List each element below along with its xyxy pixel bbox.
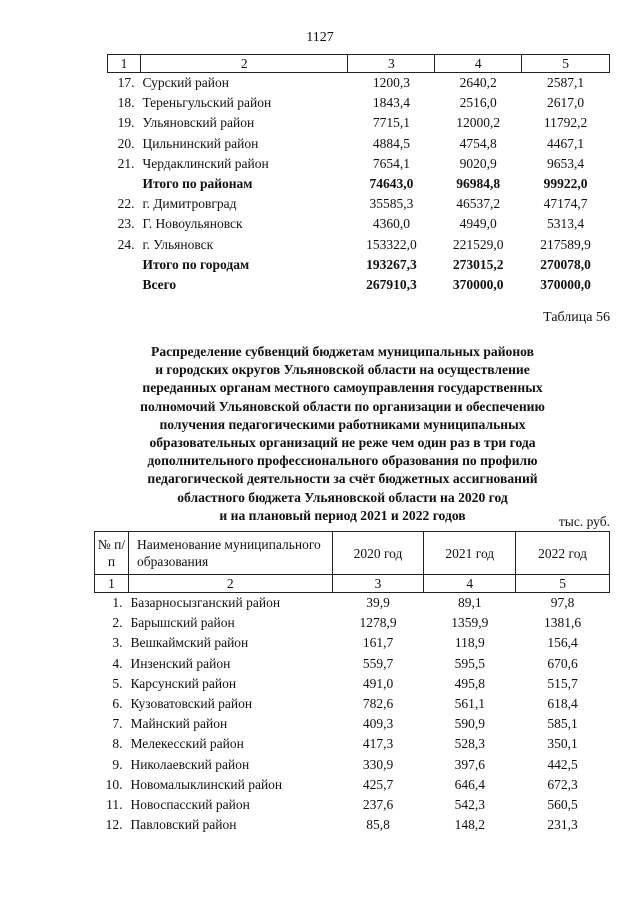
row-name: Цильнинский район: [142, 135, 259, 151]
page-number: 1127: [306, 30, 334, 45]
col-number: 3: [348, 55, 435, 73]
value-2020: 237,6: [362, 796, 394, 812]
table-row: [95, 734, 610, 754]
row-name: Сурский район: [142, 75, 229, 91]
value-2021: 1359,9: [451, 615, 489, 631]
value-2021: 2516,0: [459, 95, 497, 111]
value-2022: 560,5: [547, 796, 578, 812]
col-number: 2: [128, 575, 332, 593]
value-2020: 491,0: [362, 675, 394, 691]
table-row: [108, 73, 610, 94]
value-2022: 5313,4: [547, 216, 585, 232]
value-2022: 11792,2: [543, 115, 588, 131]
table-row: [108, 194, 610, 214]
value-2022: 4467,1: [547, 135, 585, 151]
value-2020: 1278,9: [359, 615, 397, 631]
row-number: 18.: [117, 95, 135, 111]
value-2022: 231,3: [547, 817, 578, 833]
title-line: областного бюджета Ульяновской области на 2020 год: [177, 489, 508, 505]
total-row: [108, 174, 610, 194]
table-row: [108, 93, 610, 113]
value-2020: 425,7: [362, 776, 394, 792]
row-name: Барышский район: [130, 615, 235, 631]
row-number: 11.: [106, 796, 123, 812]
row-number: 12.: [105, 817, 123, 833]
row-number: 4.: [112, 655, 123, 671]
row-name: Итого по районам: [142, 176, 253, 192]
unit-label: тыс. руб.: [558, 514, 610, 529]
header-row: [95, 532, 610, 575]
col-number: 2: [140, 55, 348, 73]
col-number: 5: [522, 55, 610, 73]
row-number: 19.: [117, 115, 135, 131]
value-2020: 35585,3: [369, 196, 414, 212]
row-name: Николаевский район: [130, 756, 250, 772]
title-line: педагогической деятельности за счёт бюджетных ассигнований: [147, 471, 538, 487]
subvention-table: [94, 531, 610, 835]
value-2022: 370000,0: [540, 276, 591, 292]
value-2022: 350,1: [547, 736, 578, 752]
col-number: 3: [332, 575, 424, 593]
row-name: Мелекесский район: [130, 736, 244, 752]
value-2021: 89,1: [457, 595, 482, 611]
value-2021: 12000,2: [456, 115, 501, 131]
row-number: 2.: [112, 615, 123, 631]
row-number: 9.: [112, 756, 123, 772]
value-2020: 153322,0: [366, 236, 417, 252]
row-name: Итого по городам: [142, 256, 250, 272]
value-2020: 330,9: [362, 756, 394, 772]
header-name: Наименование муниципального образования: [128, 532, 332, 575]
row-number: 20.: [117, 135, 135, 151]
header-num: № п/п: [95, 532, 129, 575]
value-2021: 495,8: [454, 675, 485, 691]
title-line: получения педагогическими работниками муниципальных: [159, 416, 526, 432]
value-2020: 267910,3: [366, 276, 417, 292]
row-name: Майнский район: [130, 716, 228, 732]
header-2021: 2021 год: [424, 532, 516, 575]
table-title: [60, 343, 625, 525]
value-2021: 2640,2: [459, 75, 497, 91]
value-2020: 1843,4: [372, 95, 410, 111]
table-row: [108, 154, 610, 174]
table-row: [108, 214, 610, 234]
title-line: дополнительного профессионального образования по профилю: [147, 453, 538, 469]
value-2020: 39,9: [366, 595, 390, 611]
table-row: [95, 633, 610, 653]
value-2021: 595,5: [454, 655, 485, 671]
value-2022: 2587,1: [547, 75, 585, 91]
row-name: Базарносызганский район: [130, 595, 281, 611]
row-number: 10.: [105, 776, 123, 792]
row-number: 17.: [117, 75, 135, 91]
row-number: [108, 174, 141, 194]
row-name: Вешкаймский район: [130, 635, 249, 651]
value-2022: 585,1: [547, 716, 578, 732]
row-number: [108, 255, 141, 275]
value-2022: 618,4: [547, 696, 578, 712]
table-row: [95, 674, 610, 694]
value-2021: 561,1: [454, 696, 485, 712]
table-row: [95, 593, 610, 614]
value-2022: 270078,0: [540, 256, 591, 272]
row-name: Тереньгульский район: [142, 95, 272, 111]
row-name: Г. Новоульяновск: [142, 216, 243, 232]
row-number: 23.: [117, 216, 135, 232]
row-number: 8.: [112, 736, 123, 752]
value-2022: 672,3: [547, 776, 578, 792]
continued-table: [107, 54, 610, 295]
value-2021: 397,6: [454, 756, 485, 772]
col-number: 1: [95, 575, 129, 593]
table-label: Таблица 56: [543, 310, 610, 325]
value-2021: 273015,2: [452, 256, 504, 272]
row-number: 5.: [112, 675, 123, 691]
value-2020: 417,3: [362, 736, 394, 752]
value-2022: 1381,6: [544, 615, 582, 631]
row-name: Инзенский район: [130, 655, 231, 671]
col-number: 1: [108, 55, 141, 73]
row-number: 22.: [117, 196, 135, 212]
value-2021: 370000,0: [452, 276, 504, 292]
table-row: [95, 775, 610, 795]
title-line: и на плановый период 2021 и 2022 годов: [219, 507, 466, 523]
table-row: [108, 134, 610, 154]
value-2022: 2617,0: [547, 95, 585, 111]
row-number: 3.: [112, 635, 123, 651]
value-2021: 9020,9: [459, 155, 497, 171]
value-2020: 4884,5: [372, 135, 410, 151]
title-line: переданных органам местного самоуправления государственных: [142, 380, 543, 396]
title-line: Распределение субвенций бюджетам муниципальных районов: [151, 344, 534, 359]
row-number: 7.: [112, 716, 123, 732]
row-name: г. Димитровград: [142, 196, 237, 212]
row-name: Павловский район: [130, 817, 237, 833]
value-2022: 442,5: [547, 756, 578, 772]
value-2020: 85,8: [366, 817, 390, 833]
value-2022: 47174,7: [543, 196, 588, 212]
header-2022: 2022 год: [516, 532, 610, 575]
value-2021: 646,4: [454, 776, 485, 792]
value-2020: 782,6: [362, 696, 394, 712]
value-2021: 96984,8: [456, 176, 501, 192]
table-row: [95, 755, 610, 775]
row-name: Кузоватовский район: [130, 696, 253, 712]
row-name: Чердаклинский район: [142, 155, 269, 171]
value-2020: 4360,0: [372, 216, 410, 232]
table-row: [95, 613, 610, 633]
row-name: г. Ульяновск: [142, 236, 214, 252]
value-2021: 4754,8: [459, 135, 497, 151]
row-name: Всего: [142, 276, 177, 292]
row-name: Ульяновский район: [142, 115, 255, 131]
value-2022: 670,6: [547, 655, 578, 671]
value-2021: 542,3: [454, 796, 485, 812]
row-number: [108, 275, 141, 295]
value-2021: 46537,2: [456, 196, 501, 212]
row-number: 21.: [117, 155, 135, 171]
table-row: [95, 714, 610, 734]
value-2020: 193267,3: [366, 256, 417, 272]
table-row: [95, 815, 610, 835]
table-row: [108, 113, 610, 133]
row-number: 24.: [117, 236, 135, 252]
value-2022: 99922,0: [543, 176, 588, 192]
total-row: [108, 275, 610, 295]
value-2021: 590,9: [454, 716, 485, 732]
row-name: Новомалыклинский район: [130, 776, 283, 792]
col-number: 4: [424, 575, 516, 593]
row-number: 6.: [112, 696, 123, 712]
value-2020: 409,3: [362, 716, 394, 732]
value-2020: 559,7: [362, 655, 394, 671]
value-2021: 118,9: [454, 635, 485, 651]
table-row: [95, 654, 610, 674]
title-line: и городских округов Ульяновской области на осуществление: [155, 362, 530, 378]
value-2021: 4949,0: [459, 216, 497, 232]
value-2020: 7654,1: [372, 155, 410, 171]
col-number: 5: [516, 575, 610, 593]
value-2021: 148,2: [454, 817, 485, 833]
table-row: [95, 694, 610, 714]
value-2020: 7715,1: [372, 115, 410, 131]
col-number: 4: [435, 55, 522, 73]
row-name: Карсунский район: [130, 675, 237, 691]
title-line: образовательных организаций не реже чем один раз в три года: [149, 435, 536, 451]
value-2021: 528,3: [454, 736, 485, 752]
title-line: полномочий Ульяновской области по организации и обеспечению: [140, 398, 545, 414]
value-2020: 74643,0: [369, 176, 414, 192]
row-number: 1.: [112, 595, 123, 611]
column-numbers-row: [95, 575, 610, 593]
value-2022: 9653,4: [547, 155, 585, 171]
table-row: [95, 795, 610, 815]
value-2020: 161,7: [362, 635, 394, 651]
value-2022: 217589,9: [540, 236, 591, 252]
table-row: [108, 235, 610, 255]
value-2022: 515,7: [547, 675, 578, 691]
row-name: Новоспасский район: [130, 796, 250, 812]
total-row: [108, 255, 610, 275]
column-numbers-row: [108, 55, 610, 73]
header-2020: 2020 год: [332, 532, 424, 575]
value-2022: 156,4: [547, 635, 578, 651]
value-2022: 97,8: [550, 595, 575, 611]
value-2021: 221529,0: [452, 236, 504, 252]
value-2020: 1200,3: [372, 75, 410, 91]
